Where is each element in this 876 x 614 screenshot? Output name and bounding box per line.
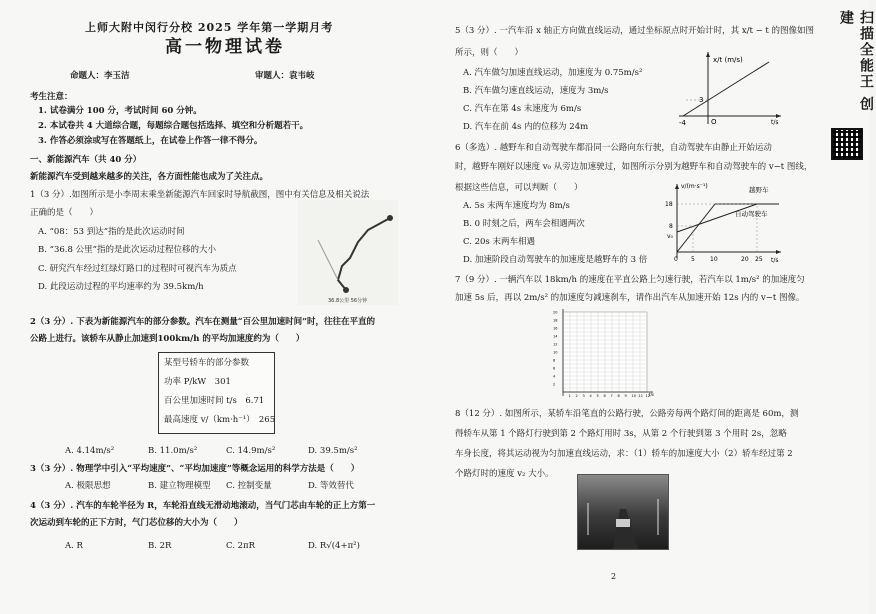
- q2-option: C. 14.9m/s²: [226, 446, 276, 456]
- q7-xlabel: t/s: [649, 392, 654, 397]
- q6-option: B. 0 时刻之后，两车会相遇两次: [463, 219, 585, 229]
- q7-stem: 加速 5s 后，再以 2m/s² 的加速度匀减速刹车，请作出汽车从加速开始 12s 内的 v−t 图像。: [455, 293, 805, 303]
- q6-ytick: 18: [665, 201, 673, 208]
- q3-stem: 3（3 分）. 物理学中引入“平均速度”、“平均加速度”等概念运用的科学方法是（ ）: [30, 464, 360, 474]
- q7-xtick: 10: [631, 394, 636, 398]
- table-line: 最高速度 v/（km·h⁻¹） 265: [164, 415, 276, 425]
- q6-xtick: 5: [691, 256, 695, 263]
- q4-stem: 4（3 分）. 汽车的车轮半径为 R，车轮沿直线无滑动地滚动，当气门芯由车轮的正上方第一: [30, 501, 376, 511]
- notes-heading: 考生注意：: [30, 92, 73, 102]
- q5-option: D. 汽车在前 4s 内的位移为 24m: [463, 122, 589, 132]
- q1-option: A. “08：53 到达”指的是此次运动时间: [38, 227, 185, 237]
- q1-option: C. 研究汽车经过红绿灯路口的过程时可视汽车为质点: [38, 264, 237, 274]
- qr-code: [831, 128, 863, 160]
- note-item: 1. 试卷满分 100 分，考试时间 60 分钟。: [38, 106, 202, 116]
- q5-stem: 所示，则（ ）: [455, 48, 524, 58]
- q5-option: B. 汽车做匀速直线运动，速度为 3m/s: [463, 86, 609, 96]
- table-line: 某型号轿车的部分参数: [164, 358, 250, 368]
- q7-ytick: 8: [553, 358, 556, 363]
- q6-option: C. 20s 末两车相遇: [463, 237, 535, 247]
- table-line: 功率 P/kW 301: [164, 377, 231, 387]
- q6-ylabel: v/(m·s⁻¹): [681, 183, 708, 190]
- q7-blank-grid: [549, 308, 661, 400]
- table-line: 百公里加速时间 t/s 6.71: [164, 396, 265, 406]
- q7-xtick: 8: [617, 394, 620, 398]
- q7-ytick: 14: [553, 334, 558, 339]
- q2-option: A. 4.14m/s²: [65, 446, 115, 456]
- q3-option: C. 控制变量: [226, 481, 272, 491]
- q6-xtick: 20: [741, 256, 749, 263]
- navigation-map-figure: [298, 200, 398, 305]
- q2-option: D. 39.5m/s²: [308, 446, 358, 456]
- q5-option: A. 汽车做匀加速直线运动，加速度为 0.75m/s²: [463, 68, 643, 78]
- q6-xtick: 10: [710, 256, 718, 263]
- section-intro: 新能源汽车受到越来越多的关注，各方面性能也成为了关注点。: [30, 172, 269, 182]
- q6-stem: 根据这些信息，可以判断（ ）: [455, 183, 583, 193]
- q7-ytick: 4: [553, 374, 556, 379]
- q7-xtick: 2: [575, 394, 578, 398]
- q7-xtick: 4: [589, 394, 592, 398]
- q1-option: D. 此段运动过程的平均速率约为 39.5km/h: [38, 282, 204, 292]
- q5-xtick: -4: [679, 119, 686, 127]
- q6-stem: 时，越野车刚好以速度 v₀ 从旁边加速驶过，如图所示分别为越野车和自动驾驶车的 v−t 图线，: [455, 162, 813, 172]
- note-item: 3. 作答必须涂或写在答题纸上，在试卷上作答一律不得分。: [38, 136, 263, 146]
- q6-xlabel: t/s: [771, 257, 779, 264]
- page-number: 2: [611, 572, 617, 581]
- q5-option: C. 汽车在第 4s 末速度为 6m/s: [463, 104, 582, 114]
- q4-option: D. R√(4+π²): [308, 541, 360, 551]
- q6-ytick: 8: [669, 223, 673, 230]
- q6-stem: 6（多选）. 越野车和自动驾驶车都沿同一公路向东行驶，自动驾驶车由静止开始运动: [455, 143, 772, 153]
- q3-option: A. 极限思想: [65, 481, 111, 491]
- q8-stem: 8（12 分）. 如图所示，某轿车沿笔直的公路行驶，公路旁每两个路灯间的距离是 60m，测: [455, 409, 799, 419]
- q5-ytick: 3: [699, 96, 704, 104]
- q7-ytick: 20: [553, 310, 558, 315]
- q7-ytick: 16: [553, 326, 558, 331]
- q3-option: B. 建立物理模型: [148, 481, 211, 491]
- map-caption: 36.8公里 56分钟: [328, 298, 368, 304]
- section-heading: 一、新能源汽车（共 40 分）: [30, 155, 142, 165]
- label-auto-car: 自动驾驶车: [735, 210, 768, 218]
- q4-option: C. 2πR: [226, 541, 255, 551]
- q1-option: B. “36.8 公里”指的是此次运动过程位移的大小: [38, 245, 216, 255]
- q1-stem: 正确的是（ ）: [30, 208, 99, 218]
- exam-title: 高一物理试卷: [165, 37, 285, 57]
- q7-ytick: 6: [553, 366, 556, 371]
- q5-ylabel: x/t (m/s): [713, 56, 743, 64]
- q4-option: B. 2R: [148, 541, 172, 551]
- q4-option: A. R: [65, 541, 83, 551]
- q7-xtick: 6: [603, 394, 606, 398]
- q5-graph: [673, 48, 785, 126]
- q7-ytick: 2: [553, 382, 556, 387]
- q3-option: D. 等效替代: [308, 481, 354, 491]
- q7-xtick: 3: [582, 394, 585, 398]
- q2-stem: 公路上进行。该轿车从静止加速到100km/h 的平均加速度约为（ ）: [30, 334, 305, 344]
- q6-xtick: 25: [755, 256, 763, 263]
- q6-ytick: v₀: [667, 233, 673, 240]
- q5-xlabel: t/s: [771, 119, 779, 126]
- q7-xtick: 1: [568, 394, 571, 398]
- q4-stem: 次运动到车轮的正下方时，气门芯位移的大小为（ ）: [30, 518, 243, 528]
- q8-stem: 个路灯时的速度 v₂ 大小。: [455, 469, 554, 479]
- q2-stem: 2（3 分）. 下表为新能源汽车的部分参数。汽车在测量“百公里加速时间”时，往往在平直的: [30, 317, 375, 327]
- q7-ytick: 10: [553, 350, 558, 355]
- q7-stem: 7（9 分）. 一辆汽车以 18km/h 的速度在平直公路上匀速行驶，若汽车以 1m/s² 的加速度匀: [455, 275, 805, 285]
- reviewer: 审题人：袁韦岐: [255, 71, 315, 81]
- q7-xtick: 11: [638, 394, 643, 398]
- q7-xtick: 5: [596, 394, 599, 398]
- q6-graph: [663, 180, 785, 264]
- road-photo: [577, 474, 669, 550]
- author: 命题人：李玉洁: [70, 71, 130, 81]
- label-offroad-car: 越野车: [749, 186, 769, 194]
- q6-xtick: 0: [674, 256, 678, 263]
- note-item: 2. 本试卷共 4 大道综合题，每题综合题包括选择、填空和分析题若干。: [38, 121, 309, 131]
- q8-stem: 得轿车从第 1 个路灯行驶到第 2 个路灯用时 3s，从第 2 个行驶到第 3 个用时 2s，忽略: [455, 429, 787, 439]
- q7-ytick: 12: [553, 342, 558, 347]
- q2-option: B. 11.0m/s²: [148, 446, 198, 456]
- q1-stem: 1（3 分）.如图所示是小李周末乘坐新能源汽车回家时导航截图，图中有关信息及相关说法: [30, 190, 370, 200]
- q6-option: D. 加速阶段自动驾驶车的加速度是越野车的 3 倍: [463, 255, 648, 265]
- q7-xtick: 9: [624, 394, 627, 398]
- q6-option: A. 5s 末两车速度均为 8m/s: [463, 201, 570, 211]
- q7-xtick: 12: [645, 394, 650, 398]
- school-header: 上师大附中闵行分校 2025 学年第一学期月考: [85, 21, 334, 34]
- q7-ytick: 18: [553, 318, 558, 323]
- q7-xtick: 7: [610, 394, 613, 398]
- parameter-table: [158, 352, 275, 434]
- q8-stem: 车身长度，将其运动视为匀加速直线运动，求：（1）轿车的加速度大小（2）轿车经过第 2: [455, 449, 793, 459]
- q5-stem: 5（3 分）. 一汽车沿 x 轴正方向做直线运动，通过坐标原点时开始计时，其 x/t − t 的图像如图: [455, 26, 815, 36]
- scanner-watermark: 扫描全能王 创建: [838, 10, 874, 113]
- q5-origin: O: [711, 118, 717, 126]
